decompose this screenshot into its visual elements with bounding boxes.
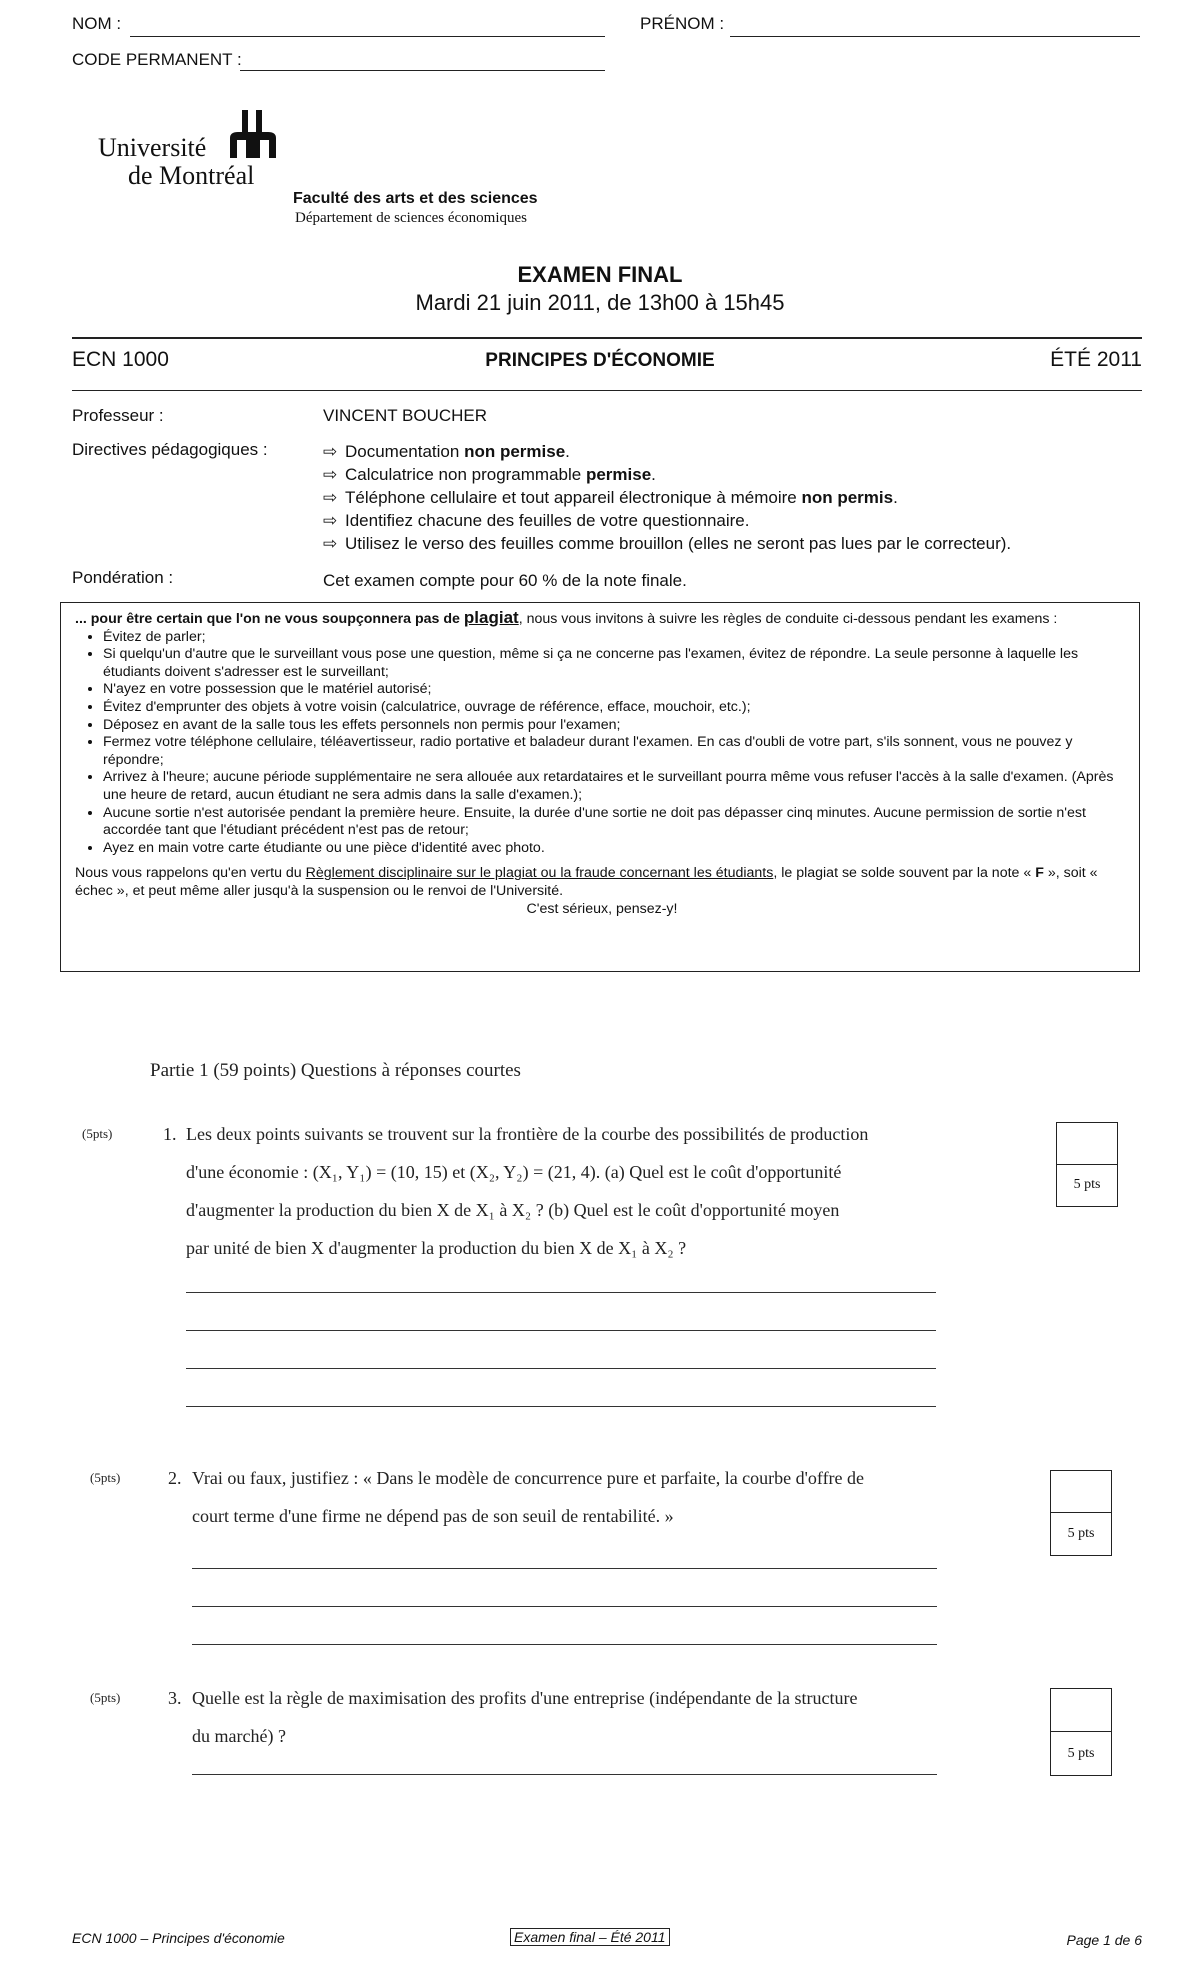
reglement-link[interactable]: Règlement disciplinaire sur le plagiat ou la fraude concernant les étudiants (305, 865, 774, 882)
directives-list (323, 440, 1011, 555)
q3-points-value: 5 pts (1067, 1745, 1095, 1761)
arrow-right-icon: ⇨ (323, 511, 338, 530)
q1-answer-line[interactable] (186, 1330, 936, 1331)
part1-title: Partie 1 (59 points) Questions à réponses courtes (150, 1060, 521, 1081)
code-permanent-label: CODE PERMANENT : (72, 50, 242, 69)
professeur-label: Professeur : (72, 406, 164, 425)
q2-score-field[interactable] (1051, 1471, 1111, 1513)
q1-answer-line[interactable] (186, 1368, 936, 1369)
prenom-label: PRÉNOM : (640, 14, 725, 33)
rule-item: • Fermez votre téléphone cellulaire, téléavertisseur, radio portative et baladeur durant l'examen. En cas d'oubli de votre part, s'ils sonnent, vous ne pouvez y répondre; (103, 734, 1129, 769)
university-name-line2: de Montréal (128, 161, 255, 190)
rule-item: • Évitez d'emprunter des objets à votre voisin (calculatrice, ouvrage de référence, efface, mouchoir, etc.); (103, 699, 1129, 717)
arrow-right-icon: ⇨ (323, 534, 338, 553)
conduct-rules-box (60, 602, 1140, 972)
rules-closing: C'est sérieux, pensez-y! (526, 900, 678, 917)
rule-item: • Arrivez à l'heure; aucune période supplémentaire ne sera allouée aux retardataires et le surveillant pourra même vous refuser l'accès à la salle d'examen. (Après une heure de retard, aucun étudiant ne sera admis dans la salle d'examen.); (103, 769, 1129, 804)
prenom-field[interactable] (730, 36, 1140, 37)
q2-points-value: 5 pts (1067, 1526, 1095, 1541)
rules-reminder: Nous vous rappelons qu'en vertu du Règlement disciplinaire sur le plagiat ou la fraude concernant les étudiants, le plagiat se solde souvent par la note « F », soit « échec », et peut même aller jusqu'à la suspension ou le renvoi de l'Université. (75, 865, 1098, 899)
directive-item: ⇨ Identifiez chacune des feuilles de votre questionnaire. (323, 511, 750, 530)
directive-item: ⇨ Calculatrice non programmable permise. (323, 465, 656, 484)
directive-item: ⇨ Documentation non permise. (323, 442, 570, 461)
rule-item: • Aucune sortie n'est autorisée pendant la première heure. Ensuite, la durée d'une sortie ne doit pas dépasser cinq minutes. Aucune permission de sortie n'est accordée tant que l'étudiant précédent n'est pas de retour; (103, 805, 1129, 840)
footer-course: ECN 1000 – Principes d'économie (72, 1930, 285, 1946)
q1-number: 1. (163, 1124, 177, 1144)
arrow-right-icon: ⇨ (323, 488, 338, 507)
q1-text: Les deux points suivants se trouvent sur la frontière de la courbe des possibilités de production d'une économie : (X₁, Y₁) = (10, 15) et (X₂, Y₂) = (21, 4). (a) Quel est le coût d'opportunité d'augmenter la production du bien X de X₁ à X₂ ? (b) Quel est le coût d'opportunité moyen par unité de bien X d'augmenter la production du bien X de X₁ à X₂ ? (186, 1124, 869, 1258)
ponderation-text: Cet examen compte pour 60 % de la note finale. (323, 571, 687, 590)
directive-item: ⇨ Utilisez le verso des feuilles comme brouillon (elles ne seront pas lues par le correcteur). (323, 534, 1012, 553)
q2-number: 2. (168, 1468, 182, 1488)
q1-answer-line[interactable] (186, 1292, 936, 1293)
arrow-right-icon: ⇨ (323, 465, 338, 484)
rule-item: • Si quelqu'un d'autre que le surveillant vous pose une question, même si ça ne concerne pas l'examen, évitez de répondre. La seule personne à laquelle les étudiants doivent s'adresser est le surveillant; (103, 646, 1129, 681)
arrow-right-icon: ⇨ (323, 442, 338, 461)
rule-item: • Ayez en main votre carte étudiante ou une pièce d'identité avec photo. (103, 840, 1129, 858)
course-bar-top-rule (72, 337, 1142, 339)
rules-intro: ... pour être certain que l'on ne vous soupçonnera pas de plagiat, nous vous invitons à suivre les règles de conduite ci-dessous pendant les examens : (75, 608, 1058, 627)
footer-page-number: Page 1 de 6 (1066, 1932, 1142, 1948)
q2-answer-line[interactable] (192, 1568, 937, 1569)
q3-answer-line[interactable] (192, 1774, 937, 1775)
q3-text: Quelle est la règle de maximisation des profits d'une entreprise (indépendante de la structure du marché) ? (192, 1688, 858, 1746)
q2-score-box[interactable] (1050, 1470, 1112, 1556)
q1-points-value: 5 pts (1073, 1177, 1101, 1193)
q1-score-field[interactable] (1057, 1123, 1117, 1165)
q2-margin-points: (5pts) (90, 1470, 121, 1485)
exam-title: EXAMEN FINAL (517, 262, 683, 287)
course-name: PRINCIPES D'ÉCONOMIE (485, 350, 715, 371)
exam-date: Mardi 21 juin 2011, de 13h00 à 15h45 (415, 290, 785, 315)
ponderation-label: Pondération : (72, 568, 174, 587)
plagiat-word: plagiat (463, 608, 519, 627)
course-session: ÉTÉ 2011 (1050, 348, 1142, 371)
q3-margin-points: (5pts) (90, 1690, 121, 1705)
footer-exam-label: Examen final – Été 2011 (510, 1928, 670, 1946)
q2-answer-line[interactable] (192, 1644, 937, 1645)
rule-item: • Déposez en avant de la salle tous les effets personnels non permis pour l'examen; (103, 717, 1129, 735)
university-name-line1: Université (98, 133, 207, 162)
nom-field[interactable] (130, 36, 605, 37)
q3-score-field[interactable] (1051, 1689, 1111, 1732)
code-permanent-field[interactable] (240, 70, 605, 71)
q1-answer-line[interactable] (186, 1406, 936, 1407)
course-bar-bottom-rule (72, 390, 1142, 391)
q1-margin-points: (5pts) (82, 1126, 113, 1141)
rule-item: • N'ayez en votre possession que le matériel autorisé; (103, 681, 1129, 699)
q1-score-box[interactable] (1056, 1122, 1118, 1207)
q2-answer-line[interactable] (192, 1606, 937, 1607)
directives-label: Directives pédagogiques : (72, 440, 268, 459)
professeur-name: VINCENT BOUCHER (323, 406, 488, 425)
rules-list (75, 629, 1129, 858)
q3-number: 3. (168, 1688, 182, 1708)
department-name: Département de sciences économiques (295, 210, 527, 226)
faculty-name: Faculté des arts et des sciences (293, 190, 538, 207)
rule-item: • Évitez de parler; (103, 629, 1129, 647)
q3-score-box[interactable] (1050, 1688, 1112, 1776)
directive-item: ⇨ Téléphone cellulaire et tout appareil électronique à mémoire non permis. (323, 488, 898, 507)
q2-text: Vrai ou faux, justifiez : « Dans le modèle de concurrence pure et parfaite, la courbe d'offre de court terme d'une firme ne dépend pas de son seuil de rentabilité. » (192, 1468, 865, 1526)
nom-label: NOM : (72, 14, 122, 33)
course-code: ECN 1000 (72, 348, 169, 371)
udem-logo-icon (226, 110, 280, 160)
